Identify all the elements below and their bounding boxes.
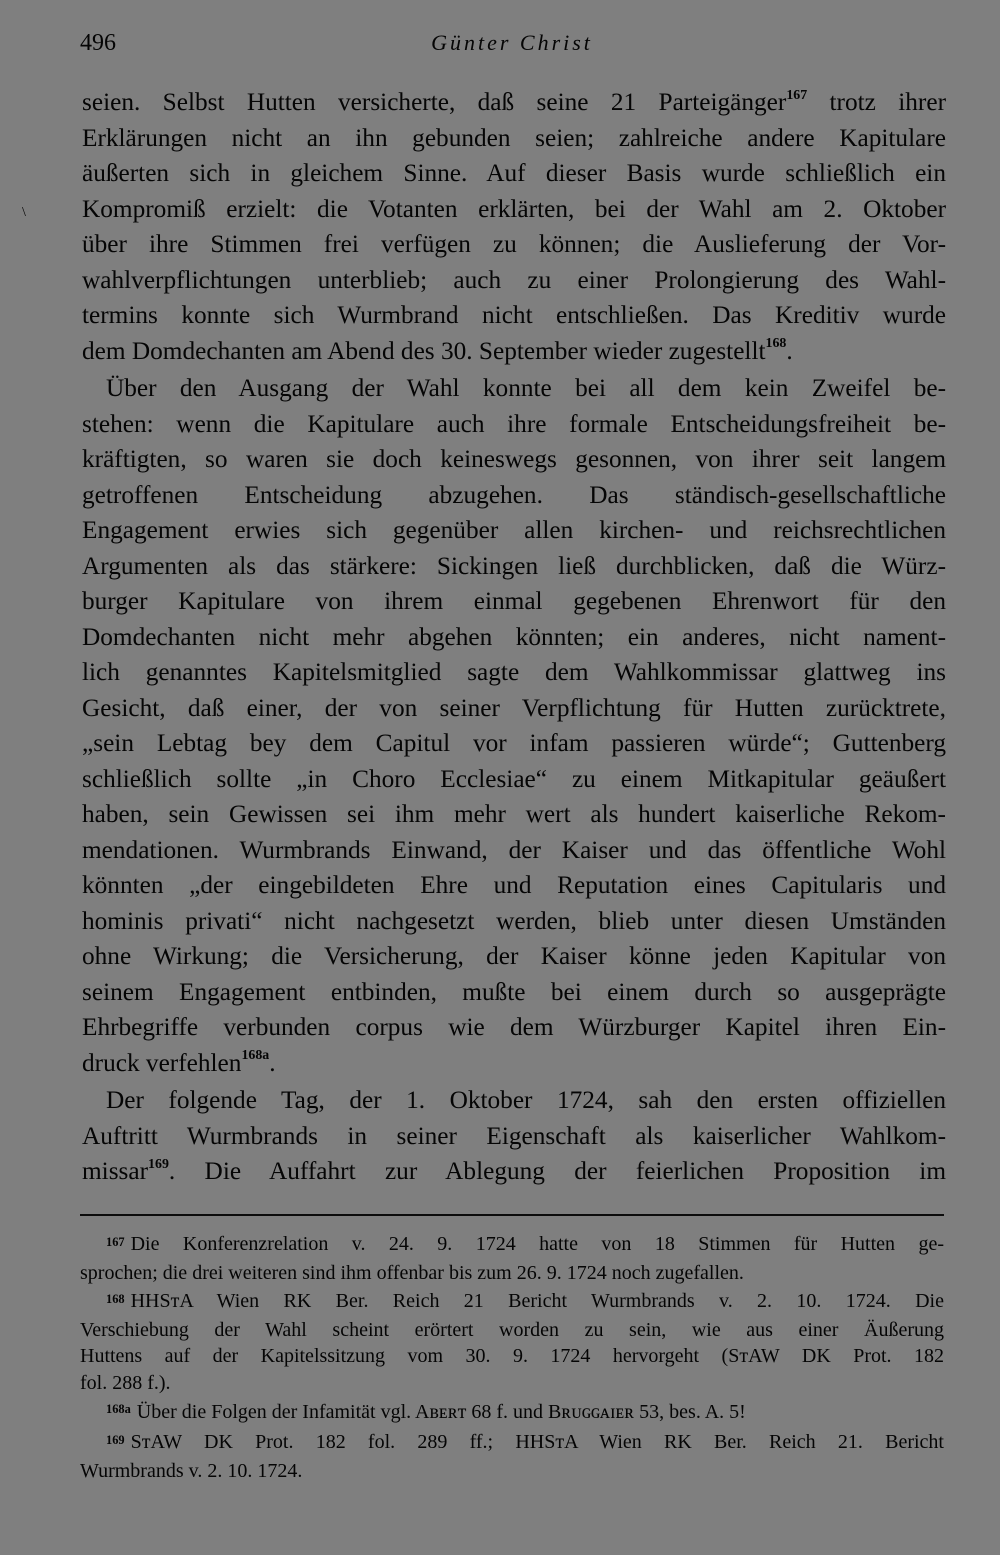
footnote-rule xyxy=(80,1214,944,1216)
text-line: termins konnte sich Wurmbrand nicht entschließen. Das Kreditiv wurde xyxy=(82,301,946,329)
text-line: „sein Lebtag bey dem Capitul vor infam passieren würde“; Guttenberg xyxy=(82,729,946,757)
text-line: Gesicht, daß einer, der von seiner Verpflichtung für Hutten zurücktrete, xyxy=(82,693,946,722)
body-text xyxy=(82,85,946,1190)
footnote-line: $^{169}$ SᴛAW DK Prot. 182 fol. 289 ff.; HHSᴛA Wien RK Ber. Reich 21. Bericht xyxy=(106,1431,944,1454)
running-head xyxy=(80,30,944,64)
footnote-reference: 168a xyxy=(241,1048,270,1063)
text-line: getroffenen Entscheidung abzugehen. Das ständisch-gesellschaftliche xyxy=(82,480,946,509)
footnote-line: Wurmbrands v. 2. 10. 1724. xyxy=(80,1459,303,1482)
footnote xyxy=(80,1231,944,1286)
footnote-line: fol. 288 f.). xyxy=(80,1371,171,1394)
text-line: druck verfehlen$^{168a}$. xyxy=(82,1048,276,1077)
footnote-line: sprochen; die drei weiteren sind ihm offenbar bis zum 26. 9. 1724 noch zugefallen. xyxy=(80,1261,744,1284)
text-line: ohne Wirkung; die Versicherung, der Kaiser könne jeden Kapitular von xyxy=(82,942,946,970)
body-paragraph xyxy=(82,85,946,369)
text-line: burger Kapitulare von ihrem einmal gegebenen Ehrenwort für den xyxy=(82,587,946,615)
footnote-reference: 167 xyxy=(786,87,808,103)
footnote-line: Verschiebung der Wahl scheint erörtert worden zu sein, wie aus einer Äußerung xyxy=(80,1318,944,1341)
footnote xyxy=(80,1399,944,1428)
body-paragraph xyxy=(82,1083,946,1190)
text-line: dem Domdechanten am Abend des 30. September wieder zugestellt$^{168}$. xyxy=(82,336,793,365)
text-line: Argumenten als das stärkere: Sickingen ließ durchblicken, daß die Würz- xyxy=(82,551,946,580)
text-line: Kompromiß erzielt: die Votanten erklärten, bei der Wahl am 2. Oktober xyxy=(82,194,946,223)
footnote-line: $^{168a}$ Über die Folgen der Infamität vgl. Aʙᴇʀᴛ 68 f. und Bʀᴜɢɢᴀɪᴇʀ 53, bes. A. 5! xyxy=(106,1400,746,1423)
footnotes xyxy=(80,1231,944,1486)
body-paragraph xyxy=(82,371,946,1081)
text-line: haben, sein Gewissen sei ihm mehr wert als hundert kaiserliche Rekom- xyxy=(82,800,946,828)
footnote-reference: 169 xyxy=(148,1156,169,1172)
footnote-line: $^{168}$ HHSᴛA Wien RK Ber. Reich 21 Bericht Wurmbrands v. 2. 10. 1724. Die xyxy=(106,1290,944,1313)
footnote xyxy=(80,1429,944,1484)
running-title-author: Günter Christ xyxy=(431,30,593,55)
text-line: Engagement erwies sich gegenüber allen kirchen- und reichsrechtlichen xyxy=(82,516,946,544)
footnote xyxy=(80,1288,944,1396)
footnote-line: Huttens auf der Kapitelssitzung vom 30. 9. 1724 hervorgeht (SᴛAW DK Prot. 182 xyxy=(80,1345,944,1368)
text-line: Domdechanten nicht mehr abgehen könnten; ein anderes, nicht nament- xyxy=(82,622,946,651)
footnote-number: 167 xyxy=(106,1234,125,1249)
page-number: 496 xyxy=(80,30,116,56)
text-line: lich genanntes Kapitelsmitglied sagte dem Wahlkommissar glattweg ins xyxy=(82,658,946,686)
text-line: Auftritt Wurmbrands in seiner Eigenschaft als kaiserlicher Wahlkom- xyxy=(82,1121,946,1150)
margin-mark: \ xyxy=(22,205,26,220)
text-line: Erklärungen nicht an ihn gebunden seien; zahlreiche andere Kapitulare xyxy=(82,123,946,152)
text-line: über ihre Stimmen frei verfügen zu können; die Auslieferung der Vor- xyxy=(82,230,946,258)
text-line: Über den Ausgang der Wahl konnte bei all dem kein Zweifel be- xyxy=(106,374,946,402)
text-line: mendationen. Wurmbrands Einwand, der Kaiser und das öffentliche Wohl xyxy=(82,835,946,864)
text-line: Ehrbegriffe verbunden corpus wie dem Würzburger Kapitel ihren Ein- xyxy=(82,1013,946,1041)
footnote-number: 168 xyxy=(106,1291,125,1306)
text-line: seinem Engagement entbinden, mußte bei einem durch so ausgeprägte xyxy=(82,977,946,1006)
text-line: kräftigten, so waren sie doch keineswegs gesonnen, von ihrer seit langem xyxy=(82,445,946,473)
text-line: missar$^{169}$. Die Auffahrt zur Ablegung der feierlichen Proposition im xyxy=(82,1156,946,1185)
text-line: könnten „der eingebildeten Ehre und Reputation eines Capitularis und xyxy=(82,871,946,899)
footnote-reference: 168 xyxy=(765,336,787,351)
footnote-number: 169 xyxy=(106,1432,125,1447)
text-line: äußerten sich in gleichem Sinne. Auf dieser Basis wurde schließlich ein xyxy=(82,159,946,187)
text-line: Der folgende Tag, der 1. Oktober 1724, sah den ersten offiziellen xyxy=(106,1086,946,1114)
text-line: seien. Selbst Hutten versicherte, daß seine 21 Parteigänger$^{167}$ trotz ihrer xyxy=(82,87,946,116)
text-line: wahlverpflichtungen unterblieb; auch zu einer Prolongierung des Wahl- xyxy=(82,265,946,294)
text-line: stehen: wenn die Kapitulare auch ihre formale Entscheidungsfreiheit be- xyxy=(82,409,946,438)
footnote-line: $^{167}$ Die Konferenzrelation v. 24. 9. 1724 hatte von 18 Stimmen für Hutten ge- xyxy=(106,1233,944,1255)
footnote-number: 168a xyxy=(106,1402,131,1417)
text-line: schließlich sollte „in Choro Ecclesiae“ zu einem Mitkapitular geäußert xyxy=(82,764,946,793)
text-line: hominis privati“ nicht nachgesetzt werden, blieb unter diesen Umständen xyxy=(82,906,946,935)
